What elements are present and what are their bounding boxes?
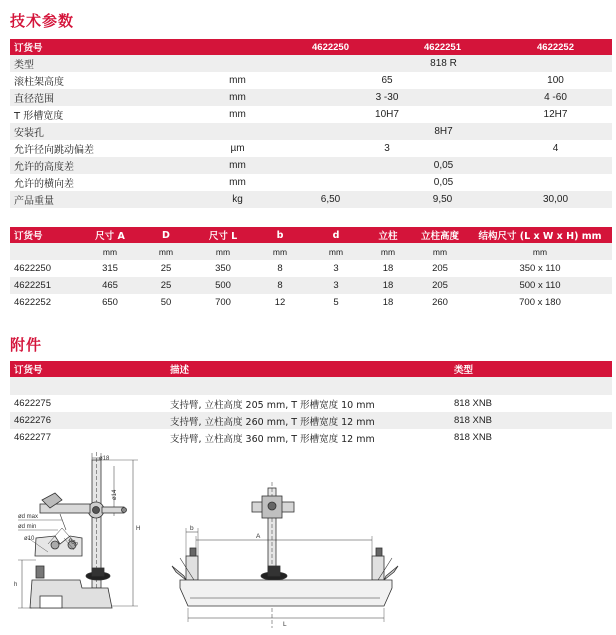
- acc-header-desc: 描述: [166, 361, 450, 377]
- spec-row-tslot: T 形槽宽度 mm 10H7 12H7: [14, 109, 568, 122]
- dim-header-dd: d: [308, 227, 364, 243]
- acc-blank-row: [10, 377, 612, 395]
- spec-row-weight: 产品重量 kg 6,50 9,50 30,00: [10, 191, 612, 208]
- acc-header-type: 类型: [450, 361, 612, 377]
- label-d60: ø60: [66, 536, 79, 549]
- spec-model-3: 4622252: [499, 39, 612, 55]
- label-dmax: ød max: [18, 514, 39, 520]
- dim-header-l: 尺寸 L: [194, 227, 252, 243]
- spec-row-height-diff: 允许的高度差 mm 0,05: [10, 157, 612, 174]
- spec-row-type: 类型 818 R: [10, 55, 612, 72]
- spec-row-lateral-diff: 允许的横向差 mm 0,05: [14, 177, 454, 190]
- acc-header-row: [10, 361, 612, 377]
- table-row: 4622277 支持臂, 立柱高度 360 mm, T 形槽宽度 12 mm 818 XNB: [14, 432, 493, 445]
- label-H: H: [136, 526, 141, 532]
- label-d14: ø14: [112, 489, 118, 500]
- label-b: b: [190, 525, 194, 532]
- accessories-title: 附件: [10, 336, 43, 354]
- table-row: 4622252 650 50 700 12 5 18 260 700 x 180: [14, 297, 561, 308]
- spec-header-row: [10, 39, 612, 55]
- dim-header-row: [10, 227, 612, 243]
- spec-row-mount-hole: 安装孔 8H7: [10, 123, 612, 140]
- spec-model-1: 4622250: [275, 39, 386, 55]
- label-d10: ø10: [24, 536, 35, 542]
- dim-header-size: 结构尺寸 (L x W x H) mm: [468, 227, 612, 243]
- accessories-table: [10, 361, 612, 446]
- label-d18: ø18: [99, 456, 110, 462]
- label-L: L: [283, 621, 287, 628]
- side-view-drawing: [18, 452, 141, 608]
- table-row: 4622276 支持臂, 立柱高度 260 mm, T 形槽宽度 12 mm 818 XNB: [10, 412, 612, 429]
- dim-header-b: b: [252, 227, 308, 243]
- spec-row-runout: 允许径向跳动偏差 µm 3 4: [14, 143, 559, 156]
- spec-table: [10, 39, 612, 208]
- acc-header-order: 订货号: [10, 361, 166, 377]
- spec-row-diameter: 直径范围 mm 3 -30 4 -60: [10, 89, 612, 106]
- dim-header-column-height: 立柱高度: [412, 227, 468, 243]
- dim-units-row: mm mm mm mm mm mm mm mm: [10, 243, 612, 260]
- technical-drawings: [0, 448, 616, 635]
- table-row: 4622251 465 25 500 8 3 18 205 500 x 110: [10, 277, 612, 294]
- table-row: 4622250 315 25 350 8 3 18 205 350 x 110: [14, 263, 561, 274]
- dim-header-order: 订货号: [10, 227, 82, 243]
- spec-row-roller-height: 滚柱架高度 mm 65 100: [14, 75, 564, 88]
- dim-header-a: 尺寸 A: [82, 227, 138, 243]
- spec-model-2: 4622251: [386, 39, 499, 55]
- front-view-drawing: [172, 482, 398, 628]
- tech-spec-title: 技术参数: [10, 12, 75, 30]
- label-dmin: ød min: [18, 524, 37, 530]
- dim-header-d: D: [138, 227, 194, 243]
- dimension-table: [10, 227, 612, 311]
- label-h: h: [14, 582, 18, 588]
- table-row: 4622275 支持臂, 立柱高度 205 mm, T 形槽宽度 10 mm 818 XNB: [14, 398, 493, 411]
- label-A: A: [256, 533, 261, 540]
- side-view-labels: [14, 456, 140, 588]
- dim-header-column: 立柱: [364, 227, 412, 243]
- spec-header-label: 订货号: [10, 39, 200, 55]
